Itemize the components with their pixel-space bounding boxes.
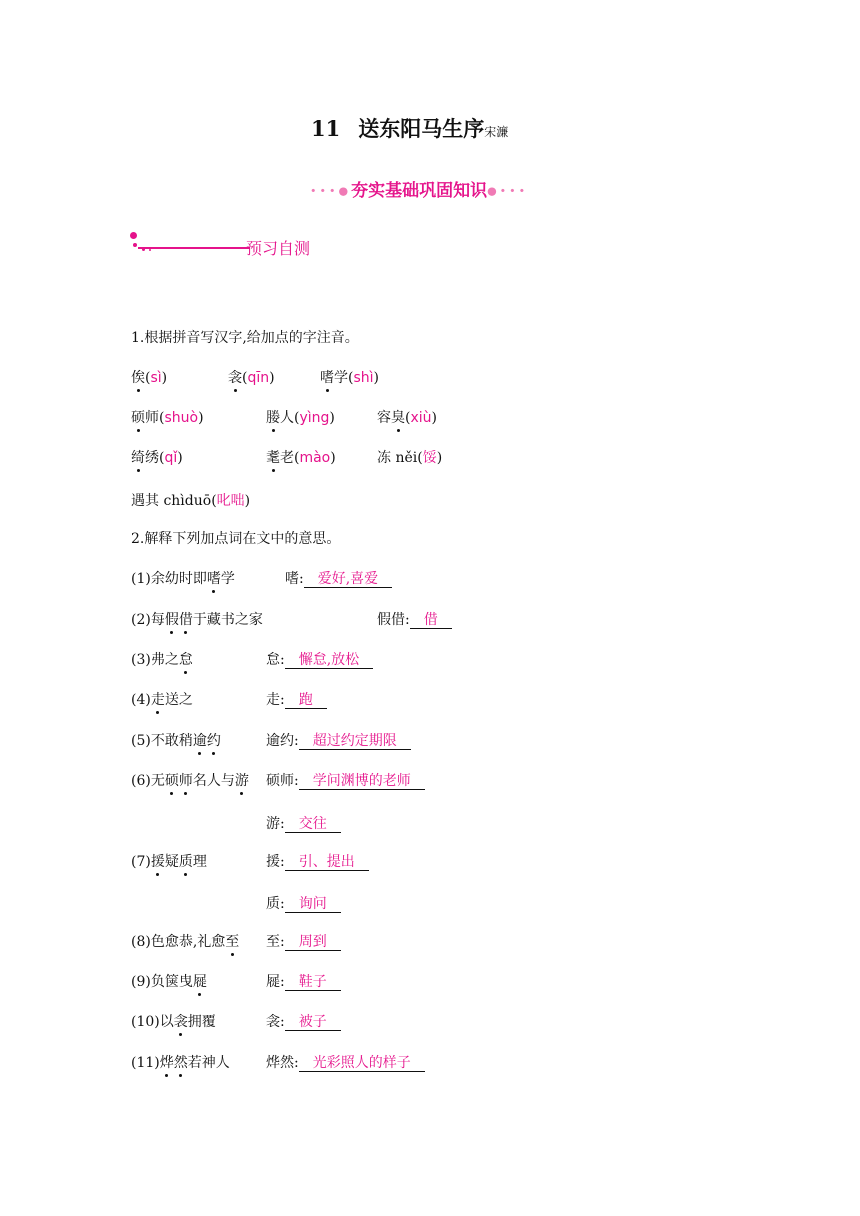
sentence-text: (5)不敢稍	[131, 733, 193, 749]
banner-dots-left: •••●	[310, 184, 352, 198]
answer-text: 叱咄	[216, 493, 245, 509]
q1-prompt: 1.根据拼音写汉字,给加点的字注音。	[131, 330, 359, 346]
sentence-text: (1)余幼时即	[131, 571, 207, 587]
answer-blank: 跑	[285, 692, 327, 709]
answer-blank: 爱好,喜爱	[304, 571, 392, 588]
q2-sentence	[131, 851, 207, 871]
q2-answer-line	[266, 1011, 341, 1031]
dotted-char: 游	[235, 770, 249, 790]
answer-blank: 被子	[285, 1014, 341, 1031]
term-label: 质:	[266, 896, 285, 912]
term-label: 游:	[266, 816, 285, 832]
q2-answer-line	[266, 1052, 425, 1072]
q2-answer-line	[377, 609, 452, 629]
q2-sentence	[131, 931, 239, 951]
item-text: 容	[377, 410, 391, 426]
item-text: )	[329, 410, 335, 426]
answer-blank: 鞋子	[285, 974, 341, 991]
pinyin-item	[228, 367, 275, 387]
dotted-char: 师	[179, 770, 193, 790]
answer-blank: 询问	[285, 896, 341, 913]
decor-dot	[149, 249, 151, 251]
dotted-char: 衾	[228, 367, 242, 387]
item-text: 师(	[145, 410, 165, 426]
answer-text: yìng	[299, 410, 330, 426]
lesson-author: 宋濂	[484, 125, 509, 139]
answer-text: qīn	[247, 370, 270, 386]
q2-answer-line	[266, 689, 327, 709]
dotted-char: 硕	[131, 407, 145, 427]
answer-blank: 学问渊博的老师	[299, 773, 425, 790]
item-text: )	[330, 450, 336, 466]
sentence-text: (10)以	[131, 1014, 174, 1030]
answer-blank: 借	[410, 612, 452, 629]
pinyin-item	[131, 407, 204, 427]
item-text: )	[431, 410, 437, 426]
dotted-char: 俟	[131, 367, 145, 387]
sentence-text: 疑	[164, 854, 179, 870]
term-label: 援:	[266, 854, 285, 870]
q2-answer-line	[266, 813, 341, 833]
answer-text: xiù	[410, 410, 432, 426]
dotted-char: 嗜	[320, 367, 334, 387]
item-text: )	[198, 410, 204, 426]
dotted-char: 怠	[179, 649, 193, 669]
q2-sentence	[131, 730, 221, 750]
section-label: 预习自测	[246, 239, 311, 258]
item-text: (	[405, 410, 411, 426]
dotted-char: 然	[174, 1052, 188, 1072]
q2-answer-line	[266, 851, 369, 871]
q2-answer-line	[266, 931, 341, 951]
answer-text: qǐ	[164, 450, 178, 466]
dotted-char: 媵	[266, 407, 280, 427]
sentence-text: (9)负箧曳	[131, 974, 193, 990]
decor-dot	[130, 232, 137, 239]
item-text: 遇其 chìduō(	[131, 493, 217, 509]
pinyin-item	[131, 367, 167, 387]
q2-answer-line	[266, 649, 373, 669]
dotted-char: 假	[165, 609, 179, 629]
sentence-text: (4)	[131, 692, 151, 708]
banner-dots-right: ●•••	[487, 184, 529, 198]
answer-blank: 懈怠,放松	[285, 652, 373, 669]
item-text: )	[269, 370, 275, 386]
term-label: 嗜:	[285, 571, 304, 587]
lesson-number: 11	[311, 116, 341, 141]
sentence-text: (6)无	[131, 773, 165, 789]
dotted-char: 嗜	[207, 568, 221, 588]
q2-sentence	[131, 689, 193, 709]
q2-sentence	[131, 1011, 216, 1031]
dotted-char: 走	[151, 689, 165, 709]
dotted-char: 约	[207, 730, 221, 750]
answer-blank: 周到	[285, 934, 341, 951]
term-label: 烨然:	[266, 1055, 299, 1071]
item-text: (	[145, 370, 151, 386]
answer-text: sì	[150, 370, 162, 386]
item-text: )	[161, 370, 168, 386]
answer-blank: 超过约定期限	[299, 733, 411, 750]
q2-sentence	[131, 1052, 230, 1072]
term-label: 衾:	[266, 1014, 285, 1030]
q2-sentence	[131, 770, 249, 790]
sentence-text: (2)每	[131, 612, 165, 628]
item-text: 老(	[280, 450, 300, 466]
q2-answer-line	[266, 730, 411, 750]
item-text: 人(	[280, 410, 300, 426]
answer-text: mào	[299, 450, 331, 466]
sentence-text: 送之	[164, 692, 193, 708]
banner-text: 夯实基础巩固知识	[351, 181, 488, 201]
dotted-char: 屣	[193, 971, 207, 991]
dotted-char: 烨	[160, 1052, 174, 1072]
q2-answer-line	[266, 770, 425, 790]
lesson-title	[311, 113, 508, 143]
q2-sentence	[131, 649, 193, 669]
item-text: )	[244, 493, 251, 509]
pinyin-item	[377, 447, 442, 467]
term-label: 至:	[266, 934, 285, 950]
item-text: 绣(	[145, 450, 165, 466]
sentence-text: 拥覆	[187, 1014, 216, 1030]
answer-text: shì	[353, 370, 374, 386]
item-text: (	[242, 370, 248, 386]
sentence-text: 名人与	[192, 773, 235, 789]
lesson-name: 送东阳马生序	[358, 116, 485, 141]
q2-answer-line	[285, 568, 392, 588]
sentence-text: (3)弗之	[131, 652, 179, 668]
answer-blank: 交往	[285, 816, 341, 833]
q2-sentence	[131, 971, 207, 991]
dotted-char: 绮	[131, 447, 145, 467]
decor-dot	[133, 243, 137, 247]
term-label: 走:	[266, 692, 285, 708]
sentence-text: (8)色愈恭,礼愈	[131, 934, 226, 950]
section-header	[128, 230, 348, 260]
term-label: 硕师:	[266, 773, 299, 789]
term-label: 怠:	[266, 652, 285, 668]
section-banner	[310, 176, 528, 201]
dotted-char: 硕	[165, 770, 179, 790]
sentence-text: 于藏书之家	[192, 612, 263, 628]
sentence-text: 学	[220, 571, 235, 587]
item-text: )	[436, 450, 443, 466]
q2-answer-line	[266, 971, 341, 991]
dotted-char: 援	[151, 851, 165, 871]
term-label: 逾约:	[266, 733, 299, 749]
q2-prompt: 2.解释下列加点词在文中的意思。	[131, 531, 341, 547]
answer-blank: 光彩照人的样子	[299, 1055, 425, 1072]
item-text: 冻 něi(	[377, 450, 423, 466]
dotted-char: 借	[179, 609, 193, 629]
pinyin-item	[131, 447, 183, 467]
item-text: )	[177, 450, 183, 466]
pinyin-item	[320, 367, 379, 387]
dotted-char: 臭	[391, 407, 405, 427]
answer-text: 馁	[422, 450, 437, 466]
q2-answer-line	[266, 893, 341, 913]
term-label: 假借:	[377, 612, 410, 628]
sentence-text: 理	[192, 854, 207, 870]
term-label: 屣:	[266, 974, 285, 990]
pinyin-item	[266, 407, 335, 427]
answer-text: shuò	[164, 410, 199, 426]
pinyin-item	[377, 407, 437, 427]
dotted-char: 至	[225, 931, 239, 951]
q2-sentence	[131, 568, 235, 588]
dotted-char: 衾	[174, 1011, 188, 1031]
dotted-char: 耄	[266, 447, 280, 467]
pinyin-item	[266, 447, 336, 467]
pinyin-item	[131, 490, 250, 510]
decor-line	[138, 247, 250, 249]
sentence-text: 若神人	[187, 1055, 230, 1071]
item-text: 学(	[334, 370, 354, 386]
item-text: )	[373, 370, 379, 386]
dotted-char: 质	[179, 851, 193, 871]
dotted-char: 逾	[193, 730, 207, 750]
sentence-text: (7)	[131, 854, 151, 870]
answer-blank: 引、提出	[285, 854, 369, 871]
q2-sentence	[131, 609, 263, 629]
sentence-text: (11)	[131, 1055, 160, 1071]
